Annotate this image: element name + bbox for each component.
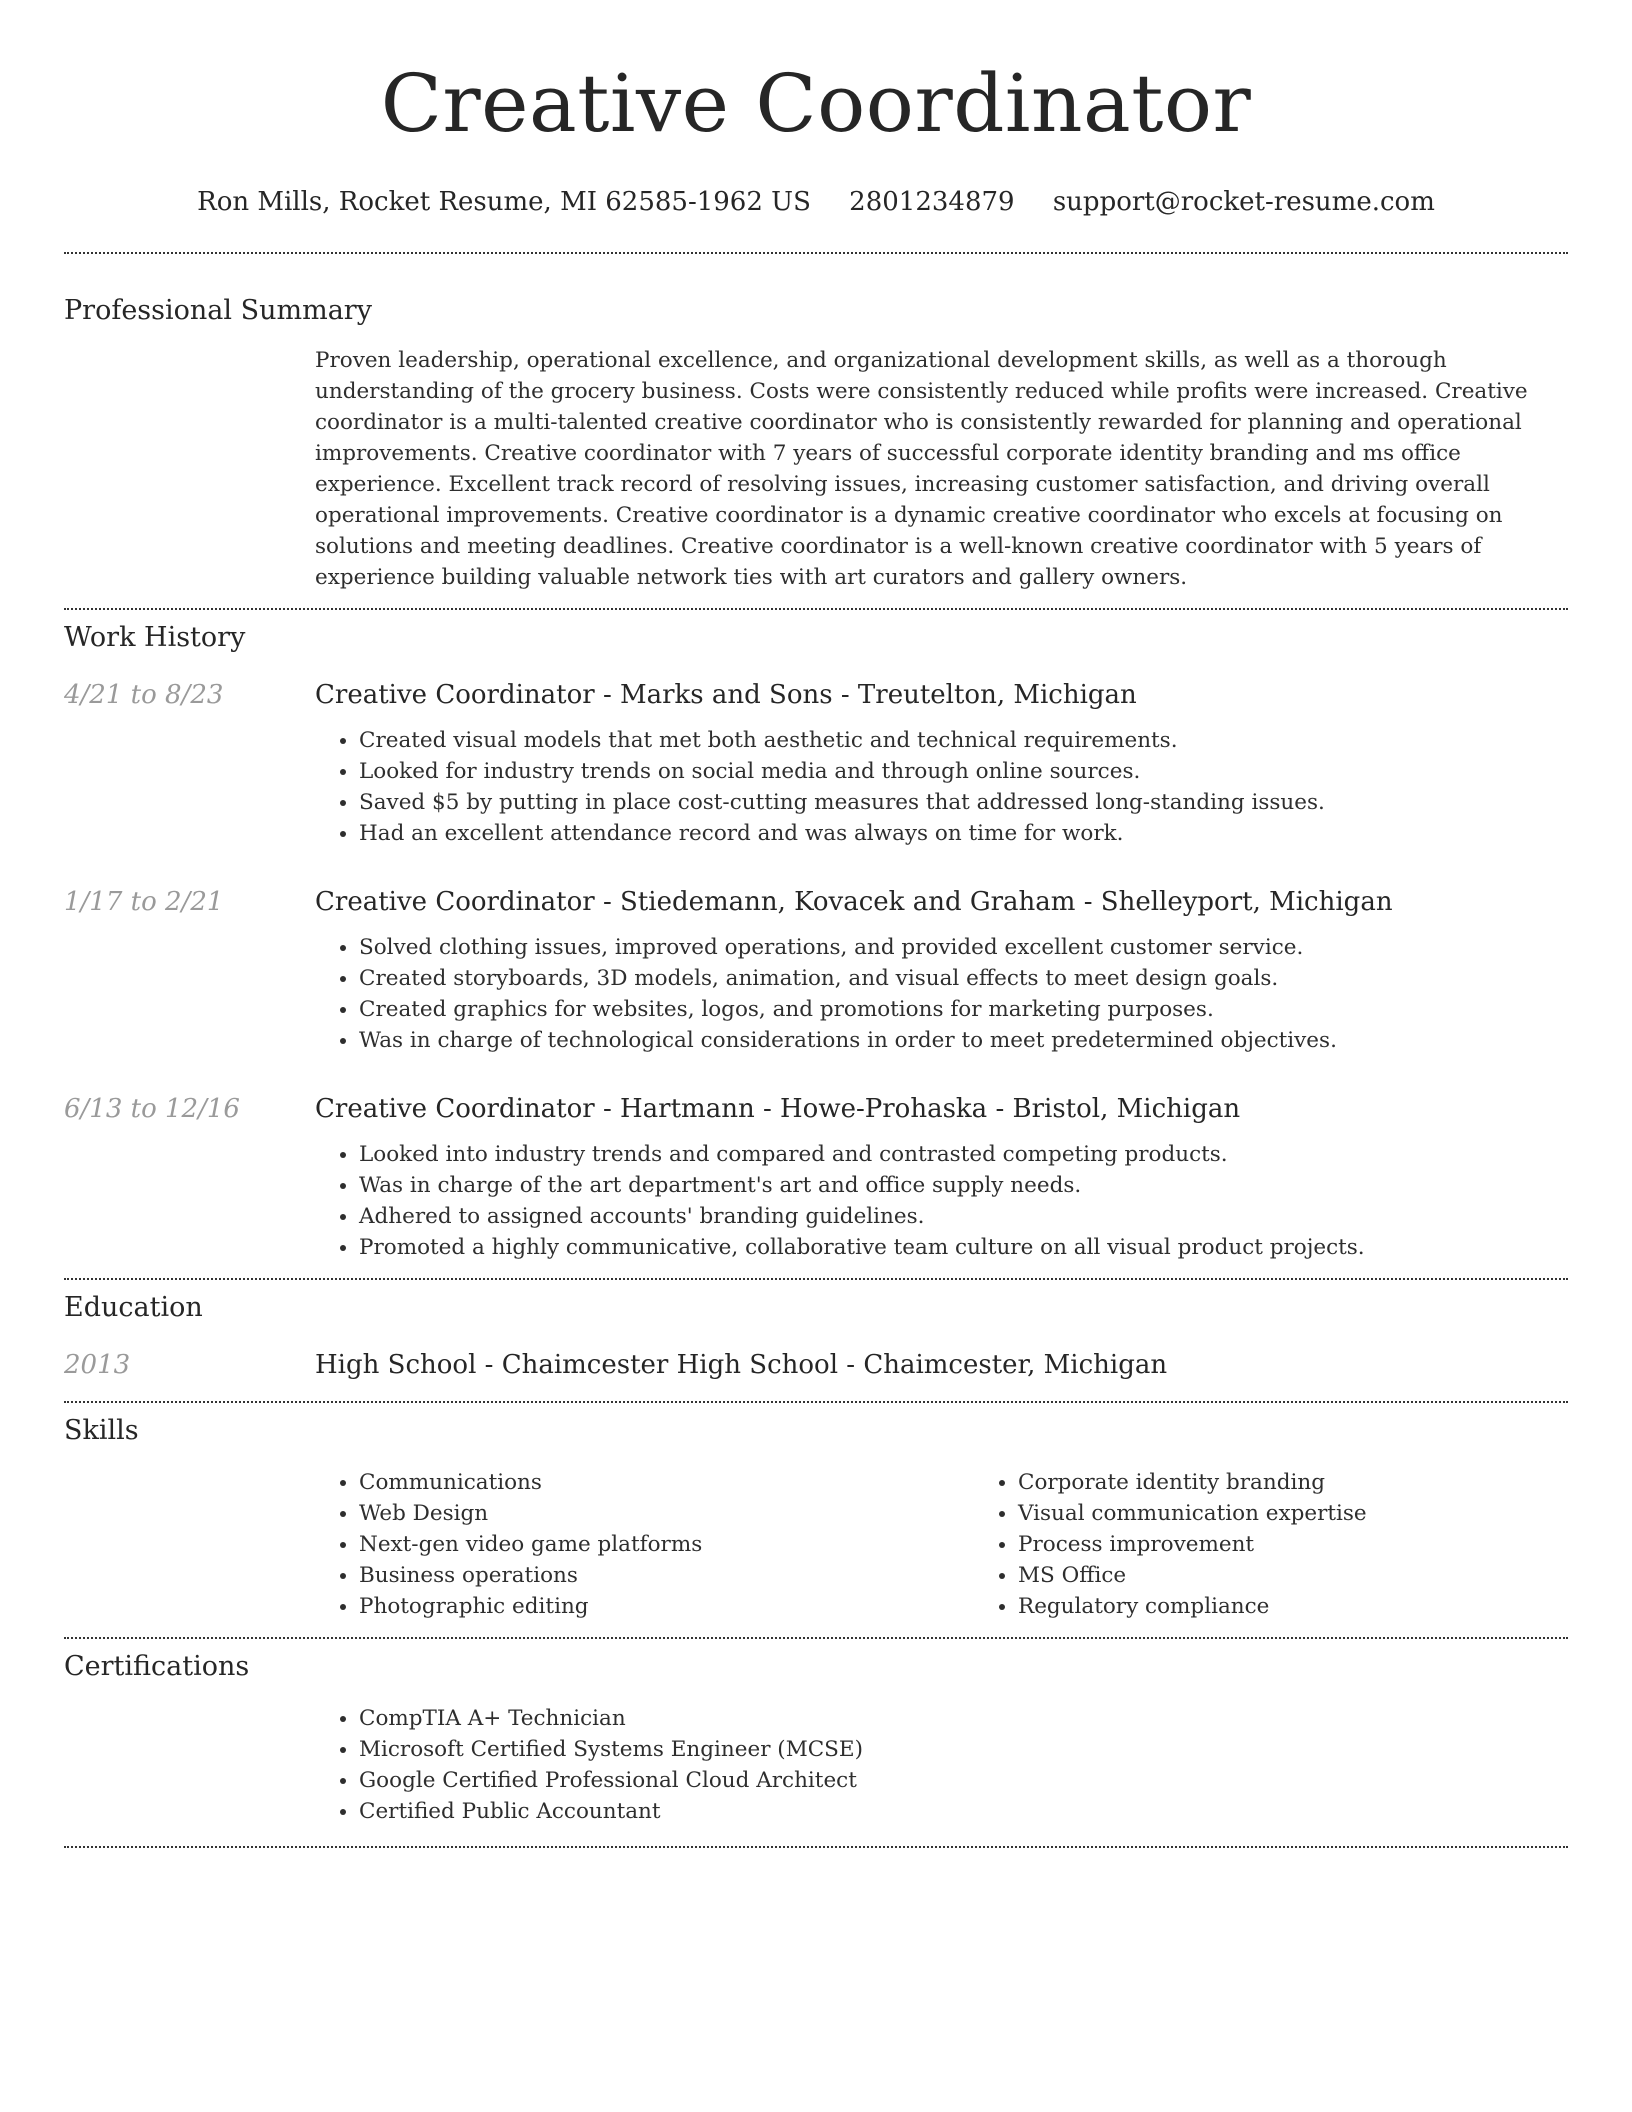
education-year: 2013 (64, 1350, 131, 1380)
page-title: Creative Coordinator (380, 57, 1252, 150)
job-title: Creative Coordinator - Hartmann - Howe-Prohaska - Bristol, Michigan (315, 1094, 1241, 1124)
list-item: • Was in charge of technological considerations in order to meet predetermined objectives. (359, 1025, 1568, 1056)
summary-text: Proven leadership, operational excellence, and organizational development skills, as well as a thorough understanding of the grocery business. Costs were consistently reduced while profits were increased. Creative coordinator is a multi-talented creative coordinator who is consistently rewarded for planning and operational improvements. Creative coordinator with 7 years of successful corporate identity branding and ms office experience. Excellent track record of resolving issues, increasing customer satisfaction, and driving overall operational improvements. Creative coordinator is a dynamic creative coordinator who excels at focusing on solutions and meeting deadlines. Creative coordinator is a well-known creative coordinator with 5 years of experience building valuable network ties with art curators and gallery owners. (315, 348, 1528, 590)
job-title: Creative Coordinator - Stiedemann, Kovacek and Graham - Shelleyport, Michigan (315, 887, 1393, 917)
job-entry (64, 885, 1568, 1056)
list-item: • Created visual models that met both aesthetic and technical requirements. (359, 725, 1568, 756)
skills-list-left (315, 1467, 974, 1622)
resume-header (0, 0, 1632, 218)
summary-section (0, 294, 1632, 593)
list-item: • Looked into industry trends and compared and contrasted competing products. (359, 1139, 1568, 1170)
list-item: • Adhered to assigned accounts' branding guidelines. (359, 1201, 1568, 1232)
contact-line (0, 186, 1632, 218)
section-heading-skills: Skills (64, 1415, 139, 1446)
work-history-section (0, 621, 1632, 1263)
list-item: • Communications (359, 1467, 974, 1498)
job-title: Creative Coordinator - Marks and Sons - Treutelton, Michigan (315, 680, 1137, 710)
divider (64, 608, 1568, 610)
section-heading-education: Education (64, 1292, 203, 1323)
job-entry (64, 678, 1568, 849)
divider (64, 1846, 1568, 1848)
contact-address: Ron Mills, Rocket Resume, MI 62585-1962 US (197, 187, 811, 217)
job-bullets (315, 932, 1568, 1056)
education-entry (64, 1348, 1568, 1382)
list-item: • Created graphics for websites, logos, and promotions for marketing purposes. (359, 994, 1568, 1025)
list-item: • Solved clothing issues, improved operations, and provided excellent customer service. (359, 932, 1568, 963)
list-item: • Web Design (359, 1498, 974, 1529)
divider (64, 1401, 1568, 1403)
list-item: • Business operations (359, 1560, 974, 1591)
list-item: • Next-gen video game platforms (359, 1529, 974, 1560)
section-heading-certifications: Certifications (64, 1651, 250, 1682)
job-bullets (315, 725, 1568, 849)
job-bullets (315, 1139, 1568, 1263)
list-item: • Corporate identity branding (1018, 1467, 1632, 1498)
skills-section (0, 1414, 1632, 1622)
contact-email: support@rocket-resume.com (1052, 187, 1435, 217)
list-item: • Was in charge of the art department's art and office supply needs. (359, 1170, 1568, 1201)
list-item: • Microsoft Certified Systems Engineer (MCSE) (359, 1734, 1568, 1765)
list-item: • Google Certified Professional Cloud Architect (359, 1765, 1568, 1796)
education-title: High School - Chaimcester High School - Chaimcester, Michigan (315, 1350, 1168, 1380)
section-heading-summary: Professional Summary (64, 295, 372, 326)
section-heading-work: Work History (64, 622, 246, 653)
list-item: • Certified Public Accountant (359, 1796, 1568, 1827)
list-item: • Promoted a highly communicative, collaborative team culture on all visual product projects. (359, 1232, 1568, 1263)
list-item: • Photographic editing (359, 1591, 974, 1622)
job-entry (64, 1092, 1568, 1263)
job-dates: 6/13 to 12/16 (64, 1094, 240, 1124)
skills-list-right (974, 1467, 1632, 1622)
education-section (0, 1291, 1632, 1382)
divider (64, 1278, 1568, 1280)
list-item: • Saved $5 by putting in place cost-cutting measures that addressed long-standing issues. (359, 787, 1568, 818)
job-dates: 1/17 to 2/21 (64, 887, 224, 917)
certifications-section (0, 1650, 1632, 1827)
list-item: • Looked for industry trends on social media and through online sources. (359, 756, 1568, 787)
list-item: • MS Office (1018, 1560, 1632, 1591)
list-item: • Had an excellent attendance record and was always on time for work. (359, 818, 1568, 849)
divider (64, 1637, 1568, 1639)
divider (64, 252, 1568, 254)
job-dates: 4/21 to 8/23 (64, 680, 224, 710)
certifications-list (315, 1703, 1568, 1827)
list-item: • Process improvement (1018, 1529, 1632, 1560)
list-item: • CompTIA A+ Technician (359, 1703, 1568, 1734)
contact-phone: 2801234879 (849, 187, 1015, 217)
list-item: • Created storyboards, 3D models, animation, and visual effects to meet design goals. (359, 963, 1568, 994)
list-item: • Regulatory compliance (1018, 1591, 1632, 1622)
list-item: • Visual communication expertise (1018, 1498, 1632, 1529)
